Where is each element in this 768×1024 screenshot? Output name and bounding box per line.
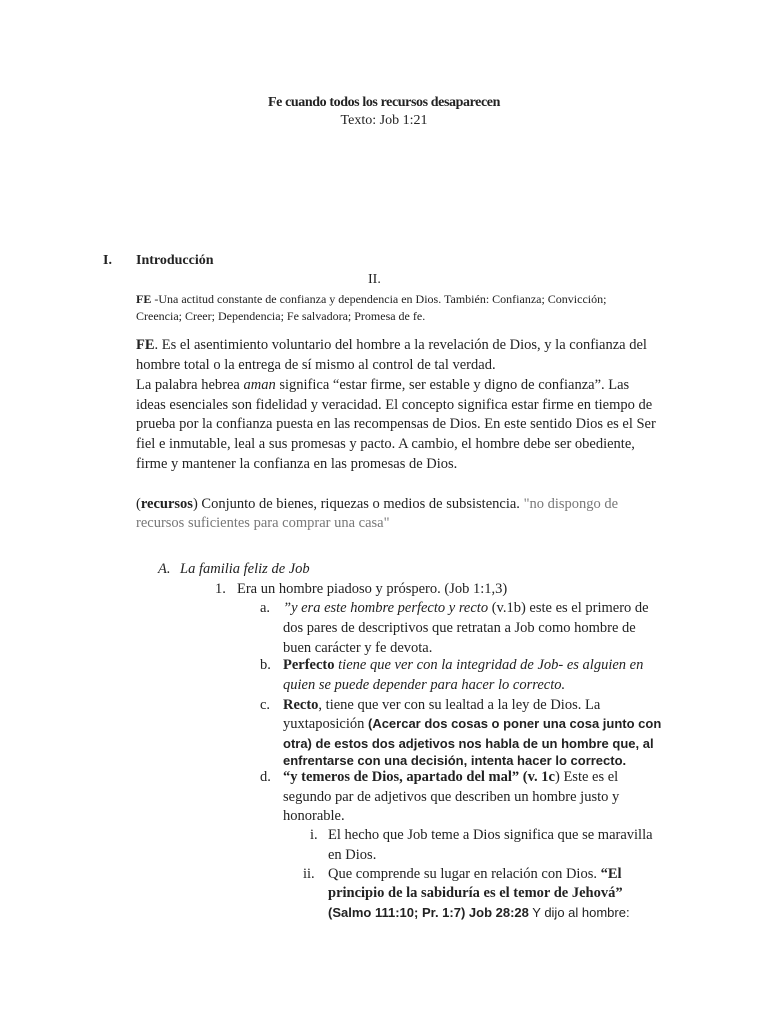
outline-b-text2: quien se puede depender para hacer lo correcto. <box>283 677 566 693</box>
recursos-definition: ) Conjunto de bienes, riquezas o medios de subsistencia. <box>192 496 520 512</box>
outline-A-letter: A. <box>158 561 171 577</box>
outline-A-text: La familia feliz de Job <box>180 561 310 577</box>
outline-ii-label: ii. <box>303 866 315 882</box>
outline-c-yuxtaposicion: yuxtaposición <box>283 716 368 732</box>
outline-1-label: 1. <box>215 581 226 597</box>
hebrew-word-meaning: significa “estar firme, ser estable y digno de confianza”. Las <box>275 377 630 393</box>
outline-d-line3: honorable. <box>283 808 345 824</box>
outline-ii-line3 <box>328 905 630 922</box>
outline-a-label: a. <box>260 600 271 616</box>
fe-definition-text: -Una actitud constante de confianza y dependencia en Dios. También: Confianza; Convicción; <box>154 292 607 306</box>
outline-c-line1 <box>283 697 600 714</box>
fe-definition-line1 <box>136 292 606 307</box>
document-title: Fe cuando todos los recursos desaparecen <box>268 95 500 110</box>
outline-ii-refs: (Salmo 111:10; Pr. 1:7) Job 28:28 <box>328 905 529 920</box>
outline-c-definition: (Acercar dos cosas o poner una cosa junto con <box>367 716 662 731</box>
outline-d-text: ) Este es el <box>554 769 619 785</box>
hebrew-word-aman: aman <box>243 377 276 393</box>
section-number-2: II. <box>368 272 381 287</box>
outline-ii-text: Que comprende su lugar en relación con Dios. <box>328 866 601 882</box>
outline-i-label: i. <box>310 827 318 843</box>
outline-1-text: Era un hombre piadoso y próspero. (Job 1:1,3) <box>237 581 508 597</box>
hebrew-word-intro: La palabra hebrea <box>136 377 244 393</box>
outline-c-line3: otra) de estos dos adjetivos nos habla de un hombre que, al <box>283 736 654 751</box>
outline-b-line2 <box>283 677 565 694</box>
fe-term: FE <box>136 292 152 306</box>
outline-d-term: “y temeros de Dios, apartado del mal” (v. 1c <box>283 769 555 785</box>
recursos-example: "no dispongo de <box>519 496 619 512</box>
outline-c-label: c. <box>260 697 271 713</box>
outline-A-heading <box>180 561 310 578</box>
outline-a-line3: buen carácter y fe devota. <box>283 640 433 656</box>
recursos-open-paren: ( <box>136 496 141 512</box>
outline-b-label: b. <box>260 657 271 673</box>
fe-paragraph-line7: firme y mantener la confianza en las promesas de Dios. <box>136 456 458 472</box>
outline-d-label: d. <box>260 769 271 785</box>
outline-a-quote: ”y era este hombre perfecto y recto <box>283 600 489 616</box>
fe-paragraph-line6: fiel e inmutable, leal a sus promesas y pacto. A cambio, el hombre debe ser obediente, <box>136 436 635 452</box>
fe-paragraph-line2: hombre total o la entrega de sí mismo al control de tal verdad. <box>136 357 496 373</box>
outline-d-line1 <box>283 769 618 786</box>
fe-paragraph-line1 <box>136 337 647 354</box>
recursos-term: recursos <box>140 496 193 512</box>
outline-d-line2: segundo par de adjetivos que describen un hombre justo y <box>283 789 620 805</box>
outline-b-text: tiene que ver con la integridad de Job- es alguien en <box>334 657 644 673</box>
outline-c-text: , tiene que ver con su lealtad a la ley de Dios. La <box>318 697 601 713</box>
outline-A-label <box>158 561 170 578</box>
recursos-definition-line1 <box>136 496 618 513</box>
outline-a-line1 <box>283 600 649 617</box>
outline-ii-continuation: Y dijo al hombre: <box>528 905 630 920</box>
outline-b-term: Perfecto <box>283 657 335 673</box>
outline-a-ref: (v.1b) este es el primero de <box>488 600 649 616</box>
outline-i-line2: en Dios. <box>328 847 377 863</box>
fe-paragraph-text: . Es el asentimiento voluntario del hombre a la revelación de Dios, y la confianza del <box>154 337 647 353</box>
fe-paragraph-term: FE <box>136 337 155 353</box>
section-heading-introduccion: Introducción <box>136 253 214 268</box>
section-number-1: I. <box>103 253 112 268</box>
outline-b-line1 <box>283 657 643 674</box>
fe-paragraph-line3 <box>136 377 629 394</box>
outline-i-line1: El hecho que Job teme a Dios significa que se maravilla <box>328 827 653 843</box>
fe-paragraph-line5: prueba por la confianza puesta en las recompensas de Dios. En este sentido Dios es el Ser <box>136 416 656 432</box>
fe-paragraph-line4: ideas esenciales son fidelidad y veracidad. El concepto significa estar firme en tiempo de <box>136 397 653 413</box>
recursos-definition-line2: recursos suficientes para comprar una casa" <box>136 515 390 531</box>
document-subtitle: Texto: Job 1:21 <box>340 113 428 128</box>
outline-c-line2 <box>283 716 661 733</box>
outline-a-line2: dos pares de descriptivos que retratan a Job como hombre de <box>283 620 636 636</box>
outline-ii-line2: principio de la sabiduría es el temor de Jehová” <box>328 885 623 901</box>
outline-ii-quote-start: “El <box>600 866 622 882</box>
outline-c-line4: enfrentarse con una decisión, intenta hacer lo correcto. <box>283 753 627 768</box>
outline-c-term: Recto <box>283 697 319 713</box>
outline-ii-line1 <box>328 866 622 883</box>
fe-definition-line2: Creencia; Creer; Dependencia; Fe salvadora; Promesa de fe. <box>136 309 426 323</box>
